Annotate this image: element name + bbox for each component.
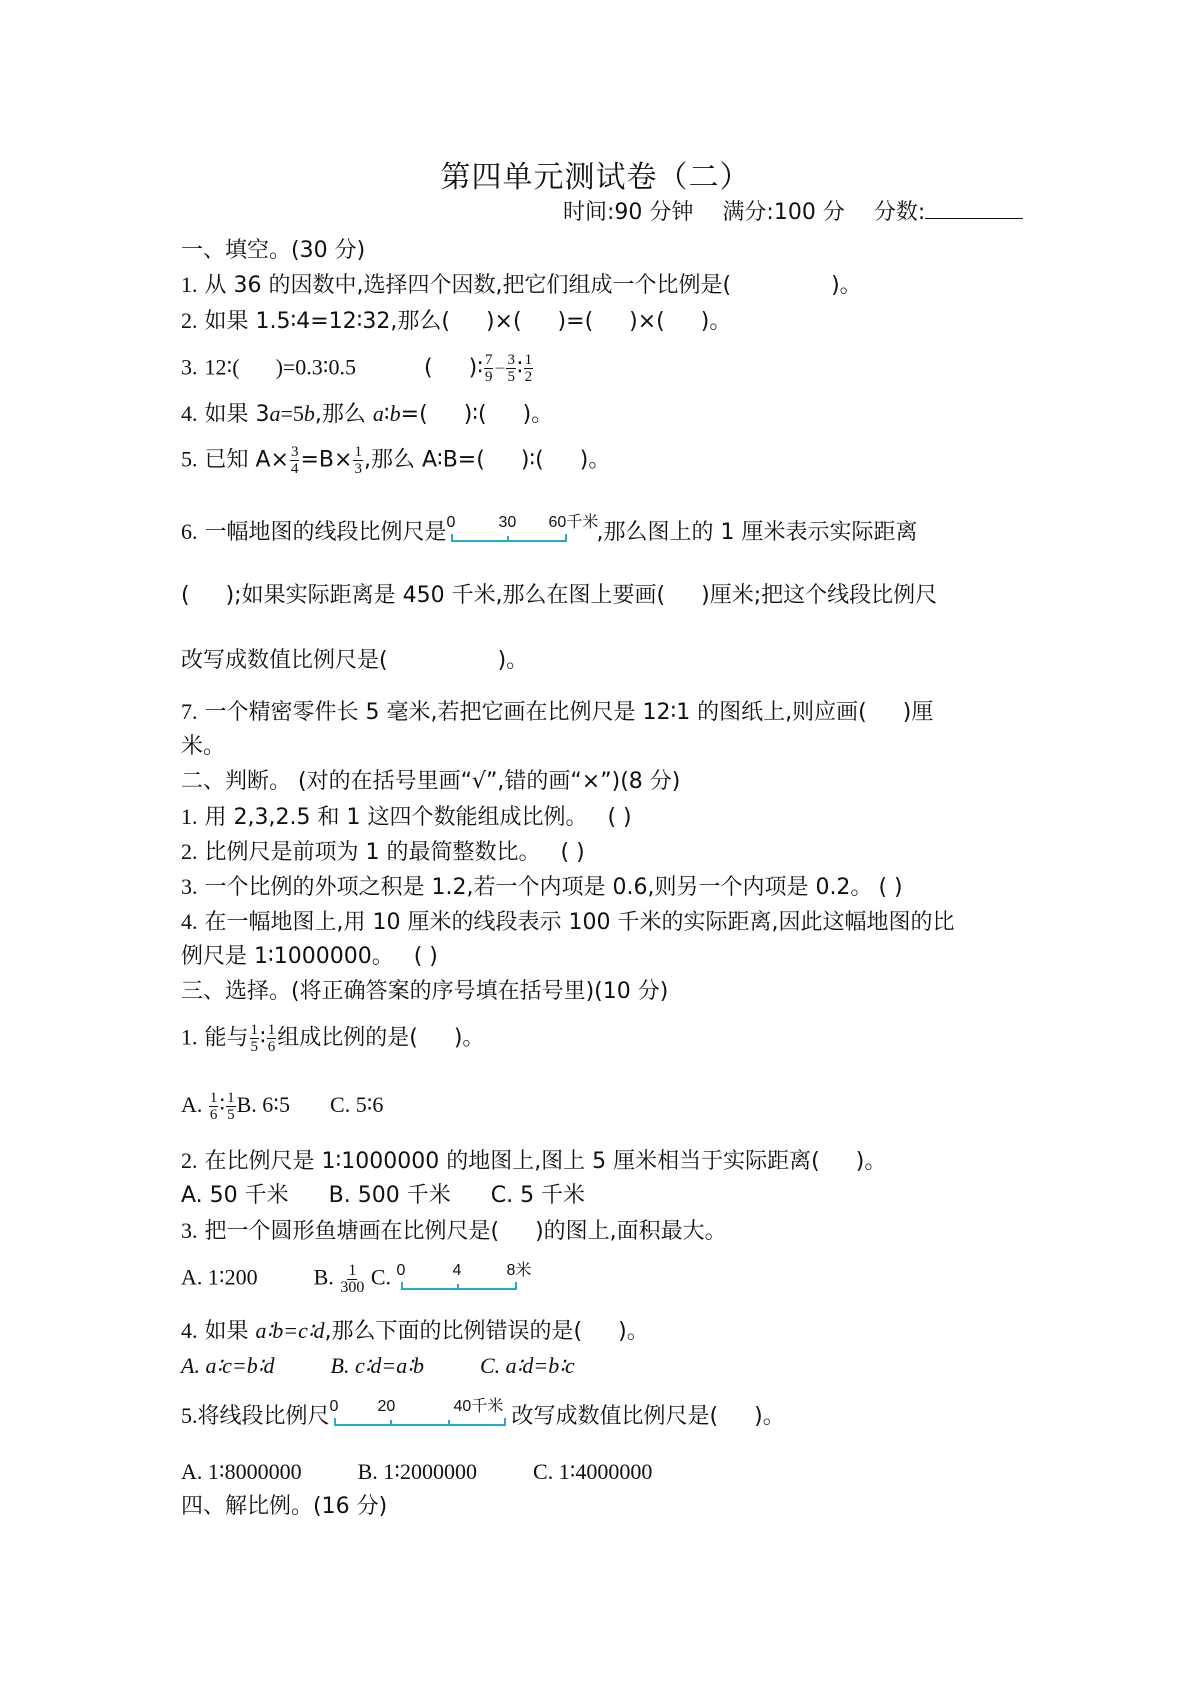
section-2-heading: 二、判断。 (对的在括号里画“√”,错的画“×”)(8 分): [181, 769, 681, 794]
option-a[interactable]: A. 1∶8000000: [181, 1459, 302, 1484]
s3-question-1: 1. 能与 $\frac{1}{5}$ ∶ $\frac{1}{6}$ 组成比例的是( )。: [181, 1022, 485, 1055]
option-a[interactable]: A. a∶c=b∶d: [181, 1353, 275, 1378]
line-scale-bar: 0 20 40千米: [330, 1398, 512, 1432]
option-b[interactable]: B. 500 千米: [328, 1183, 451, 1208]
s1-question-1: 1. 从 36 的因数中,选择四个因数,把它们组成一个比例是( )。: [181, 272, 862, 298]
option-b[interactable]: B. c∶d=a∶b: [330, 1353, 424, 1378]
answer-paren[interactable]: ( ): [413, 944, 438, 969]
s2-item-4-line-2: 例尺是 1∶1000000。 ( ): [181, 944, 438, 969]
option-a[interactable]: A. 1∶200: [181, 1264, 258, 1290]
s3-question-4-options: [181, 1351, 575, 1381]
section-4-heading: 四、解比例。(16 分): [181, 1494, 388, 1519]
time-label: 时间:90 分钟: [563, 200, 694, 225]
exam-meta: [563, 198, 1023, 228]
answer-paren[interactable]: ( ): [560, 840, 585, 865]
line-scale-bar: 0 30 60千米: [447, 514, 597, 548]
answer-paren[interactable]: ( ): [607, 805, 632, 830]
option-b[interactable]: B. 6∶5: [236, 1092, 291, 1117]
s1-question-2: 2. 如果 1.5∶4=12∶32,那么( )×( )=( )×( )。: [181, 308, 732, 334]
option-b[interactable]: B.: [313, 1264, 334, 1290]
s1-question-7: 7. 一个精密零件长 5 毫米,若把它画在比例尺是 12∶1 的图纸上,则应画( )厘: [181, 699, 934, 725]
s1-question-4: 4. 如果 3a=5b,那么 a∶b=( )∶( )。: [181, 401, 554, 427]
option-c[interactable]: C. 1∶4000000: [533, 1459, 653, 1484]
s2-item-2: 2. 比例尺是前项为 1 的最简整数比。 ( ): [181, 839, 585, 865]
s1-question-3: 3. 12∶( )=0.3∶0.5 ( )∶ $\frac{7}{9}$ – $\frac{3}{5}$ ∶ $\frac{1}{2}$: [181, 352, 533, 385]
s1-question-6: 6. 一幅地图的线段比例尺是 0 30 60千米 ,那么图上的 1 厘米表示实际距离: [181, 514, 918, 548]
fraction: $\frac{3}{5}$: [507, 352, 515, 385]
score-blank[interactable]: [925, 198, 1023, 219]
s3-question-5: 5.将线段比例尺 0 20 40千米 改写成数值比例尺是( )。: [181, 1398, 785, 1432]
option-c[interactable]: C. a∶d=b∶c: [480, 1353, 575, 1378]
s3-question-5-options: [181, 1457, 652, 1487]
section-3-heading: 三、选择。(将正确答案的序号填在括号里)(10 分): [181, 979, 669, 1004]
fraction: $\frac{3}{4}$: [290, 444, 299, 477]
s2-item-3: 3. 一个比例的外项之积是 1.2,若一个内项是 0.6,则另一个内项是 0.2。 ( ): [181, 874, 903, 900]
option-c[interactable]: C.: [370, 1264, 391, 1290]
s2-item-4: 4. 在一幅地图上,用 10 厘米的线段表示 100 千米的实际距离,因此这幅地图的比: [181, 909, 955, 935]
option-c[interactable]: C. 5∶6: [330, 1092, 384, 1117]
s2-item-1: 1. 用 2,3,2.5 和 1 这四个数能组成比例。 ( ): [181, 804, 632, 830]
fraction: $\frac{1}{5}$: [250, 1022, 259, 1055]
option-a[interactable]: A.: [181, 1092, 203, 1117]
s1-question-6-line-2: ( );如果实际距离是 450 千米,那么在图上要画( )厘米;把这个线段比例尺: [181, 583, 938, 608]
s3-question-1-options: A. $\frac{1}{6}$ ∶ $\frac{1}{5}$ B. 6∶5 C. 5∶6: [181, 1090, 384, 1124]
s1-question-5: 5. 已知 A× $\frac{3}{4}$ =B× $\frac{1}{3}$ ,那么 A∶B=( )∶( )。: [181, 444, 611, 477]
fraction: $\frac{7}{9}$: [484, 352, 493, 385]
s3-question-2-options: [181, 1181, 585, 1211]
option-a[interactable]: A. 50 千米: [181, 1183, 289, 1208]
option-b[interactable]: B. 1∶2000000: [357, 1459, 478, 1484]
fraction: $\frac{1}{2}$: [524, 352, 533, 385]
line-scale-bar: 0 4 8米: [397, 1262, 537, 1296]
s1-question-7-line-2: 米。: [181, 734, 226, 759]
s1-question-6-line-3: 改写成数值比例尺是( )。: [181, 648, 529, 673]
s3-question-2: 2. 在比例尺是 1∶1000000 的地图上,图上 5 厘米相当于实际距离( )。: [181, 1148, 887, 1174]
score-label: 分数:: [873, 200, 926, 225]
full-score-label: 满分:100 分: [722, 200, 845, 225]
fraction: $\frac{1}{3}$: [354, 444, 362, 477]
s3-question-3: 3. 把一个圆形鱼塘画在比例尺是( )的图上,面积最大。: [181, 1218, 727, 1244]
section-1-heading: 一、填空。(30 分): [181, 238, 366, 263]
page-title: 第四单元测试卷（二）: [440, 160, 751, 195]
s3-question-3-options: A. 1∶200 B. $\frac{1}{300}$ C. 0 4 8米: [181, 1262, 537, 1296]
s3-question-4: 4. 如果 a∶b=c∶d,那么下面的比例错误的是( )。: [181, 1318, 649, 1344]
option-c[interactable]: C. 5 千米: [490, 1183, 586, 1208]
fraction: $\frac{1}{6}$: [267, 1022, 276, 1055]
answer-paren[interactable]: ( ): [878, 875, 903, 900]
